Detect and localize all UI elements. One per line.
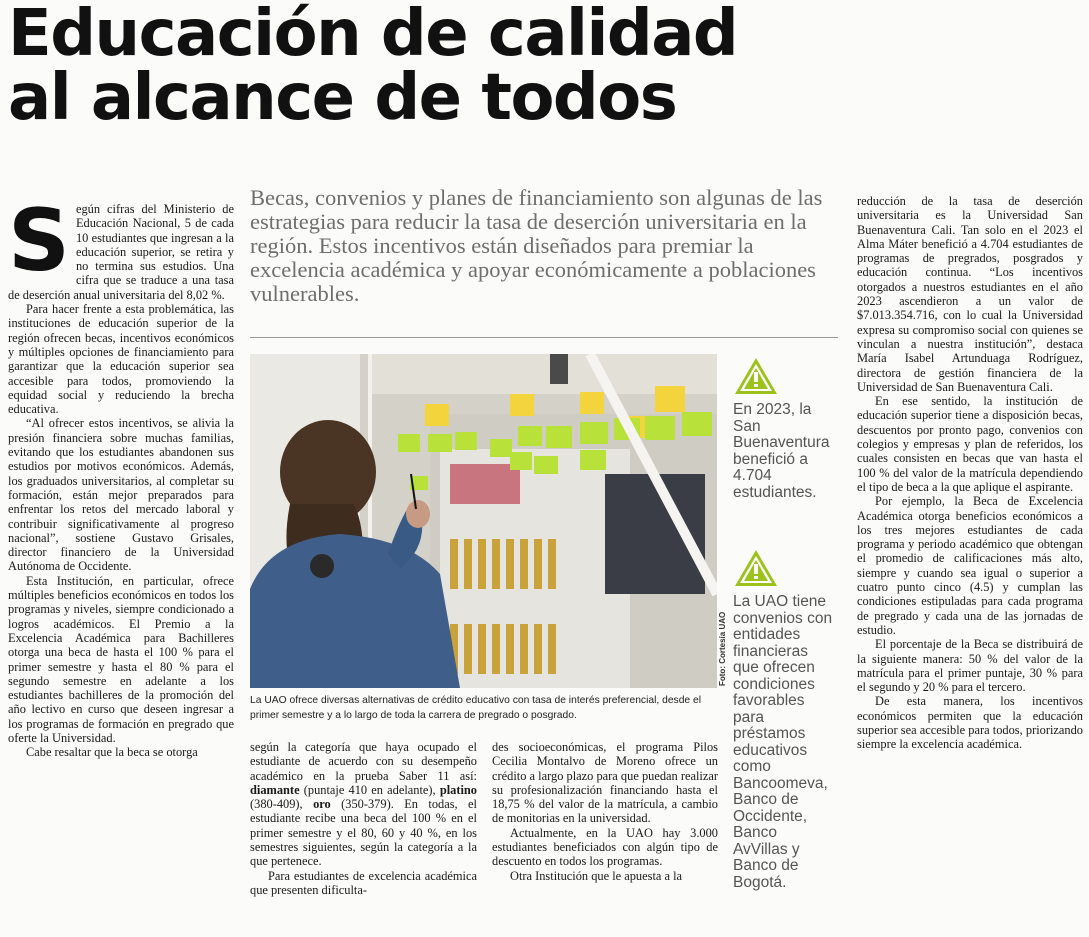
drop-cap: S xyxy=(8,191,70,291)
headline xyxy=(8,0,1083,135)
fact-box-1: En 2023, la San Buenaventura benefició a 4.704 estudiantes. xyxy=(733,401,830,501)
paragraph: des socioeconómicas, el programa Pilos Cecilia Montalvo de Moreno ofrece un crédito a largo plazo para que puedan realizar su profesionalización financiando hasta el 18,75 % del valor de la matrícula, a cambio de monitorias en la universidad. xyxy=(492,740,718,826)
column-4 xyxy=(857,194,1083,752)
column-3 xyxy=(492,740,718,883)
headline-line-2: al alcance de todos xyxy=(8,61,677,135)
deck-subheading: Becas, convenios y planes de financiamiento son algunas de las estrategias para reducir la tasa de deserción universitaria en la región. Estos incentivos están diseñados para premiar la excelencia académica y apoyar económicamente a poblaciones vulnerables. xyxy=(250,185,823,306)
paragraph: Para estudiantes de excelencia académica que presenten dificulta- xyxy=(250,868,477,897)
headline-line-1: Educación de calidad xyxy=(8,0,738,71)
paragraph: Actualmente, en la UAO hay 3.000 estudiantes beneficiados con algún tipo de descuento en todos los programas. xyxy=(492,825,718,869)
paragraph: Para hacer frente a esta problemática, las instituciones de educación superior de la región ofrecen becas, incentivos económicos y múltiples opciones de financiamiento para garantizar que la educación superior sea accesible para todos, promoviendo la equidad social y reduciendo la brecha educativa. xyxy=(8,302,234,417)
photo-illustration xyxy=(250,354,717,688)
paragraph: El porcentaje de la Beca se distribuirá de la siguiente manera: 50 % del valor de la matrícula para el primer puntaje, 30 % para el segundo y 20 % para el tercero. xyxy=(857,637,1083,695)
paragraph: De esta manera, los incentivos económicos permiten que la educación superior sea accesible para todos, priorizando siempre la excelencia académica. xyxy=(857,694,1083,752)
paragraph: Por ejemplo, la Beca de Excelencia Académica otorga beneficios económicos a los tres mejores estudiantes de cada programa y periodo académico que obtengan el promedio de calificaciones más alto, siempre y cuando sea igual o superior a cuatro punto cinco (4.5) y cumplan las condiciones estipuladas para cada programa de pregrado y cada una de las jornadas de estudio. xyxy=(857,494,1083,637)
photo-caption: La UAO ofrece diversas alternativas de crédito educativo con tasa de interés preferencial, desde el primer semestre y a lo largo de toda la carrera de pregrado o posgrado. xyxy=(250,695,702,721)
divider xyxy=(250,337,838,338)
paragraph: Esta Institución, en particular, ofrece múltiples beneficios económicos en todos los programas y niveles, siempre condicionado a logros académicos. El Premio a la Excelencia Académica para Bachilleres otorga una beca de hasta el 100 % para el primer semestre y hasta el 80 % para el segundo semestre en adelante a los estudiantes bachilleres de la promoción del año lectivo en curso que deseen ingresar a los programas de formación en pregrado que oferte la Universidad. xyxy=(8,573,234,745)
warning-icon xyxy=(733,356,779,396)
photo-credit: Foto: Cortesía UAO xyxy=(718,611,727,686)
paragraph: Cabe resaltar que la beca se otorga xyxy=(26,745,198,760)
paragraph: Otra Institución que le apuesta a la xyxy=(510,868,683,883)
fact-box-2: La UAO tiene convenios con entidades financieras que ofrecen condiciones favorables para préstamos educativos como Bancoomeva, Banco de Occidente, Banco AvVillas y Banco de Bogotá. xyxy=(733,593,833,891)
article-photo xyxy=(250,354,717,688)
paragraph: egún cifras del Ministerio de Educación Nacional, 5 de cada 10 estudiantes que ingresan a la educación superior, se retira y no termina sus estudios. Una cifra que se traduce a una tasa de deserción anual universitaria del 8,02 %. xyxy=(8,202,234,302)
paragraph: En ese sentido, la institución de educación superior tiene a disposición becas, descuentos por pronto pago, convenios con colegios y empresas y plan de referidos, los cuales consisten en becas que van hasta el 100 % del valor de la matrícula dependiendo el tipo de beca a la que aplique el aspirante. xyxy=(857,394,1083,494)
column-1 xyxy=(8,191,234,760)
warning-icon xyxy=(733,548,779,588)
paragraph: “Al ofrecer estos incentivos, se alivia la presión financiera sobre muchas familias, evitando que los estudiantes abandonen sus estudios por motivos económicos. Además, los graduados universitarios, al completar su formación, están mejor preparados para enfrentar los retos del mercado laboral y contribuir significativamente al progreso nacional”, sostiene Gustavo Grisales, director financiero de la Universidad Autónoma de Occidente. xyxy=(8,416,234,574)
paragraph: reducción de la tasa de deserción universitaria es la Universidad San Buenaventura Cali. Tan solo en el 2023 el Alma Máter benefició a 4.704 estudiantes de programas de pregrados, posgrados y educación continua. “Los incentivos otorgados a nuestros estudiantes en el año 2023 ascendieron a un valor de $7.013.354.716, con lo cual la Universidad expresa su compromiso social con quienes se vinculan a nuestra institución”, destaca María Isabel Artunduaga Rodríguez, directora de gestión financiera de la Universidad de San Buenaventura Cali. xyxy=(857,194,1083,394)
paragraph: según la categoría que haya ocupado el estudiante de acuerdo con su desempeño académico en la prueba Saber 11 así: diamante (puntaje 410 en adelante), platino (380-409), oro (350-379). En todas, el estudiante recibe una beca del 100 % en el primer semestre y el 80, 60 y 40 %, en los semestres siguientes, según la categoría a la que pertenece. xyxy=(250,740,477,869)
column-2 xyxy=(250,740,477,897)
